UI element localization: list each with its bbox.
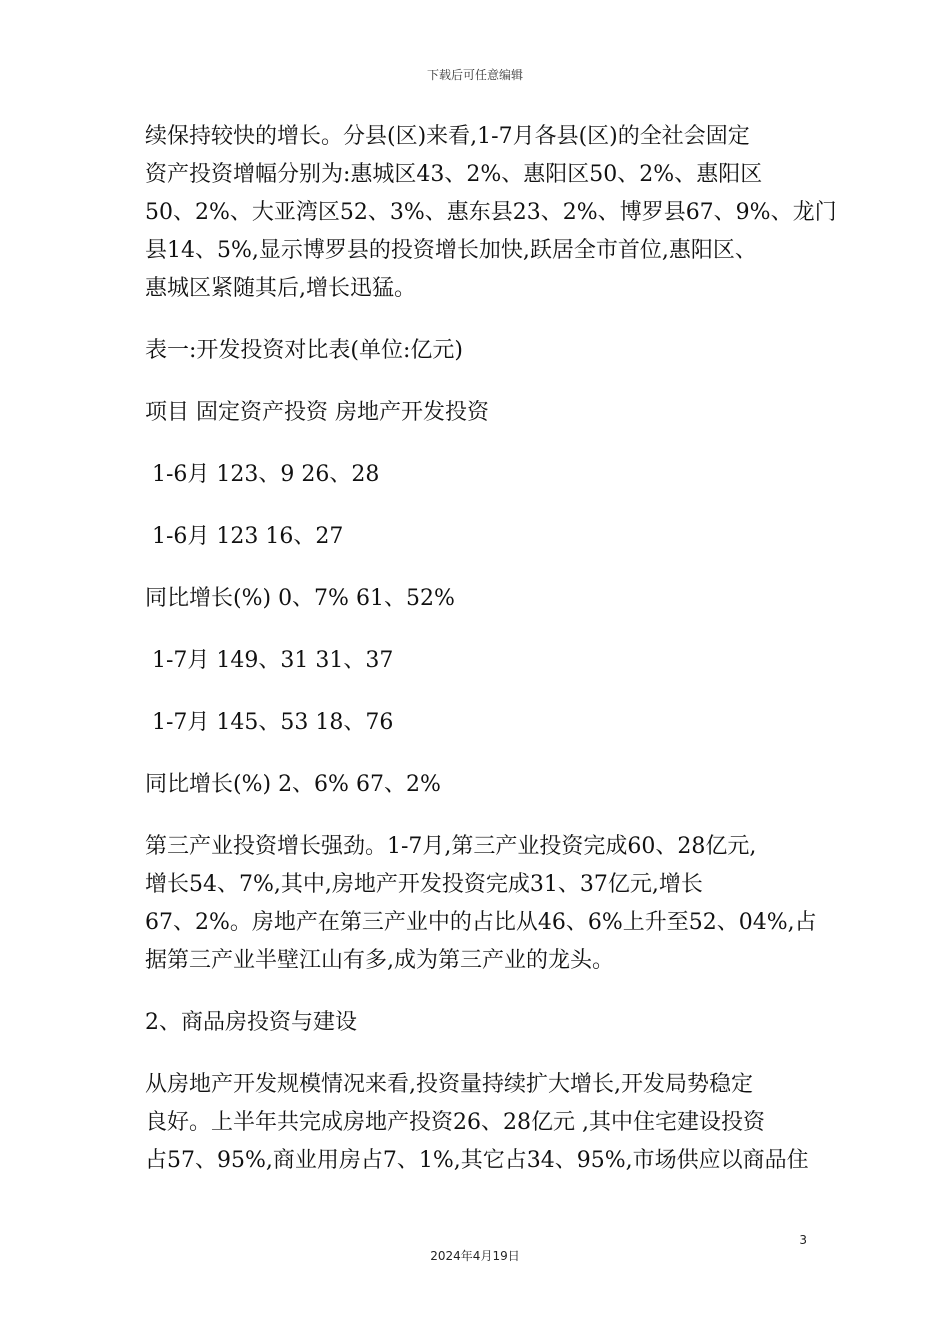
text-line: 续保持较快的增长。分县(区)来看,1-7月各县(区)的全社会固定 (145, 124, 750, 149)
document-body (145, 118, 837, 1204)
table-row: 1-7月 145、53 18、76 (145, 710, 394, 735)
section-heading: 2、商品房投资与建设 (145, 1010, 357, 1035)
text-line: 67、2%。房地产在第三产业中的占比从46、6%上升至52、04%,占 (145, 910, 817, 935)
table-row: 1-6月 123 16、27 (145, 524, 344, 549)
text-line: 资产投资增幅分别为:惠城区43、2%、惠阳区50、2%、惠阳区 (145, 162, 763, 187)
paragraph-county-growth (145, 118, 837, 308)
text-line: 惠城区紧随其后,增长迅猛。 (145, 276, 416, 301)
page-header: 下载后可任意编辑 (426, 68, 523, 82)
table-row: 同比增长(%) 2、6% 67、2% (145, 772, 441, 797)
page-number: 3 (799, 1233, 807, 1247)
table-header-row: 项目 固定资产投资 房地产开发投资 (145, 400, 489, 425)
table-title: 表一:开发投资对比表(单位:亿元) (145, 338, 463, 363)
text-line: 占57、95%,商业用房占7、1%,其它占34、95%,市场供应以商品住 (145, 1148, 809, 1173)
text-line: 据第三产业半壁江山有多,成为第三产业的龙头。 (145, 948, 614, 973)
text-line: 从房地产开发规模情况来看,投资量持续扩大增长,开发局势稳定 (145, 1072, 753, 1097)
footer-date: 2024年4月19日 (430, 1249, 520, 1263)
text-line: 第三产业投资增长强劲。1-7月,第三产业投资完成60、28亿元, (145, 834, 757, 859)
paragraph-tertiary-industry (145, 828, 815, 980)
text-line: 50、2%、大亚湾区52、3%、惠东县23、2%、博罗县67、9%、龙门 (145, 200, 837, 225)
table-row: 1-7月 149、31 31、37 (145, 648, 394, 673)
text-line: 增长54、7%,其中,房地产开发投资完成31、37亿元,增长 (145, 872, 703, 897)
text-line: 良好。上半年共完成房地产投资26、28亿元 ,其中住宅建设投资 (145, 1110, 765, 1135)
table-row: 1-6月 123、9 26、28 (145, 462, 380, 487)
table-row: 同比增长(%) 0、7% 61、52% (145, 586, 455, 611)
text-line: 县14、5%,显示博罗县的投资增长加快,跃居全市首位,惠阳区、 (145, 238, 757, 263)
paragraph-development-scale (145, 1066, 815, 1180)
